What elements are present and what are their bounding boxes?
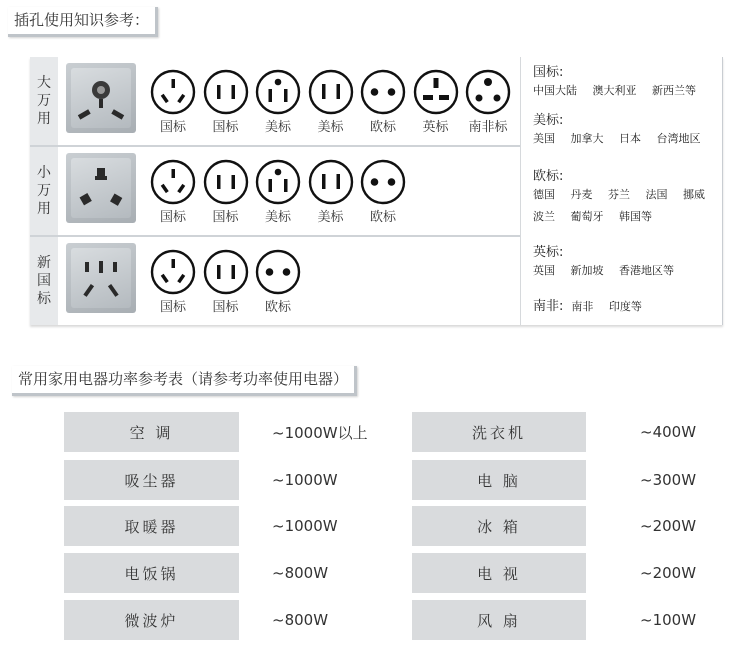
region-name: 加拿大 xyxy=(570,132,604,145)
standard-regions xyxy=(571,296,652,318)
socket-photo xyxy=(66,243,136,313)
socket-outlet-icon xyxy=(150,69,196,115)
socket-outlet-icon xyxy=(308,69,354,115)
appliance-power: ~200W xyxy=(640,517,697,535)
appliance-power: ~200W xyxy=(640,564,697,582)
appliance-name: 微波炉 xyxy=(64,600,239,640)
socket-icon-item xyxy=(411,69,461,135)
panel-divider xyxy=(520,57,521,325)
appliance-power: ~1000W xyxy=(272,517,338,535)
socket-icon-item xyxy=(201,249,251,315)
socket-standard-label: 英标 xyxy=(422,120,449,135)
socket-outlet-icon xyxy=(308,159,354,205)
socket-icon-item xyxy=(358,159,408,225)
appliance-power: ~1000W以上 xyxy=(272,423,368,442)
region-name: 芬兰 xyxy=(608,188,630,201)
appliance-power: ~100W xyxy=(640,611,697,629)
appliance-name: 风 扇 xyxy=(412,600,586,640)
socket-icon-item xyxy=(148,69,198,135)
socket-outlet-icon xyxy=(360,69,406,115)
region-name: 澳大利亚 xyxy=(592,84,637,97)
socket-icon-item xyxy=(306,159,356,225)
socket-icon-item xyxy=(253,69,303,135)
socket-photo xyxy=(66,63,136,133)
region-name: 美国 xyxy=(533,132,555,145)
socket-icon-item xyxy=(201,69,251,135)
socket-outlet-icon xyxy=(360,159,406,205)
appliance-power: ~800W xyxy=(272,564,329,582)
socket-standard-label: 国标 xyxy=(212,120,239,135)
socket-standard-label: 国标 xyxy=(159,300,186,315)
socket-outlet-icon xyxy=(150,249,196,295)
region-name: 台湾地区 xyxy=(656,132,701,145)
socket-outlet-icon xyxy=(203,159,249,205)
region-name: 新西兰等 xyxy=(652,84,696,97)
appliance-name: 电饭锅 xyxy=(64,553,239,593)
appliance-name: 空 调 xyxy=(64,412,239,452)
standard-group xyxy=(533,61,718,102)
standard-name: 南非: xyxy=(533,299,564,314)
socket-outlet-icon xyxy=(255,159,301,205)
socket-panel xyxy=(30,57,723,325)
socket-icon-item xyxy=(253,249,303,315)
socket-standard-label: 美标 xyxy=(317,210,344,225)
appliance-name: 电 视 xyxy=(412,553,586,593)
socket-outlet-icon xyxy=(255,249,301,295)
region-name: 葡萄牙 xyxy=(570,210,604,223)
socket-row xyxy=(30,147,520,235)
region-name: 韩国等 xyxy=(619,210,652,223)
socket-icon-item xyxy=(253,159,303,225)
socket-row xyxy=(30,237,520,325)
socket-type-text: 小万用 xyxy=(37,165,51,217)
region-name: 新加坡 xyxy=(570,264,604,277)
socket-type-label xyxy=(30,237,58,325)
power-table-title: 常用家用电器功率参考表（请参考功率使用电器） xyxy=(12,366,357,396)
socket-type-text: 大万用 xyxy=(37,75,51,127)
socket-guide-title: 插孔使用知识参考： xyxy=(8,7,158,37)
appliance-name: 取暖器 xyxy=(64,506,239,546)
region-name: 中国大陆 xyxy=(533,84,577,97)
standard-group xyxy=(533,295,718,318)
socket-outlet-icon xyxy=(255,69,301,115)
standard-name: 美标: xyxy=(533,113,564,128)
socket-standard-label: 国标 xyxy=(159,120,186,135)
socket-standard-label: 国标 xyxy=(212,300,239,315)
socket-type-label xyxy=(30,147,58,235)
appliance-power: ~400W xyxy=(640,423,697,441)
appliance-name: 电 脑 xyxy=(412,460,586,500)
region-name: 法国 xyxy=(645,188,668,201)
socket-standard-label: 国标 xyxy=(159,210,186,225)
standard-regions xyxy=(533,80,718,102)
socket-standard-label: 美标 xyxy=(264,210,291,225)
standard-name: 英标: xyxy=(533,245,564,260)
region-name: 波兰 xyxy=(533,210,555,223)
socket-icon-item xyxy=(358,69,408,135)
appliance-power: ~300W xyxy=(640,471,697,489)
appliance-name: 冰 箱 xyxy=(412,506,586,546)
standard-regions xyxy=(533,260,718,282)
appliance-name: 吸尘器 xyxy=(64,460,239,500)
socket-standard-label: 欧标 xyxy=(264,300,291,315)
socket-row xyxy=(30,57,520,145)
socket-icon-item xyxy=(148,159,198,225)
socket-standard-label: 国标 xyxy=(212,210,239,225)
socket-standard-label: 美标 xyxy=(317,120,344,135)
socket-icon-item xyxy=(463,69,513,135)
socket-outlet-icon xyxy=(465,69,511,115)
region-name: 英国 xyxy=(533,264,555,277)
region-name: 丹麦 xyxy=(570,188,593,201)
standard-regions xyxy=(533,128,718,150)
socket-outlet-icon xyxy=(203,249,249,295)
standard-name: 欧标: xyxy=(533,169,564,184)
socket-icon-item xyxy=(148,249,198,315)
standard-group xyxy=(533,241,718,282)
region-name: 德国 xyxy=(533,188,555,201)
socket-type-text: 新国标 xyxy=(37,255,51,307)
socket-standard-label: 欧标 xyxy=(369,120,396,135)
region-name: 印度等 xyxy=(608,300,642,313)
socket-standard-label: 美标 xyxy=(264,120,291,135)
appliance-power: ~1000W xyxy=(272,471,338,489)
socket-icon-item xyxy=(306,69,356,135)
standard-group xyxy=(533,165,718,228)
socket-photo xyxy=(66,153,136,223)
region-name: 香港地区等 xyxy=(619,264,674,277)
appliance-name: 洗衣机 xyxy=(412,412,586,452)
socket-type-label xyxy=(30,57,58,145)
socket-outlet-icon xyxy=(203,69,249,115)
region-name: 南非 xyxy=(571,300,594,313)
region-name: 日本 xyxy=(619,132,641,145)
standard-group xyxy=(533,109,718,150)
socket-outlet-icon xyxy=(150,159,196,205)
standard-name: 国标: xyxy=(533,65,564,80)
region-name: 挪威 xyxy=(683,188,705,201)
appliance-power: ~800W xyxy=(272,611,329,629)
socket-outlet-icon xyxy=(413,69,459,115)
socket-icon-item xyxy=(201,159,251,225)
socket-standard-label: 欧标 xyxy=(369,210,396,225)
standard-regions xyxy=(533,184,718,228)
socket-standard-label: 南非标 xyxy=(468,120,508,135)
